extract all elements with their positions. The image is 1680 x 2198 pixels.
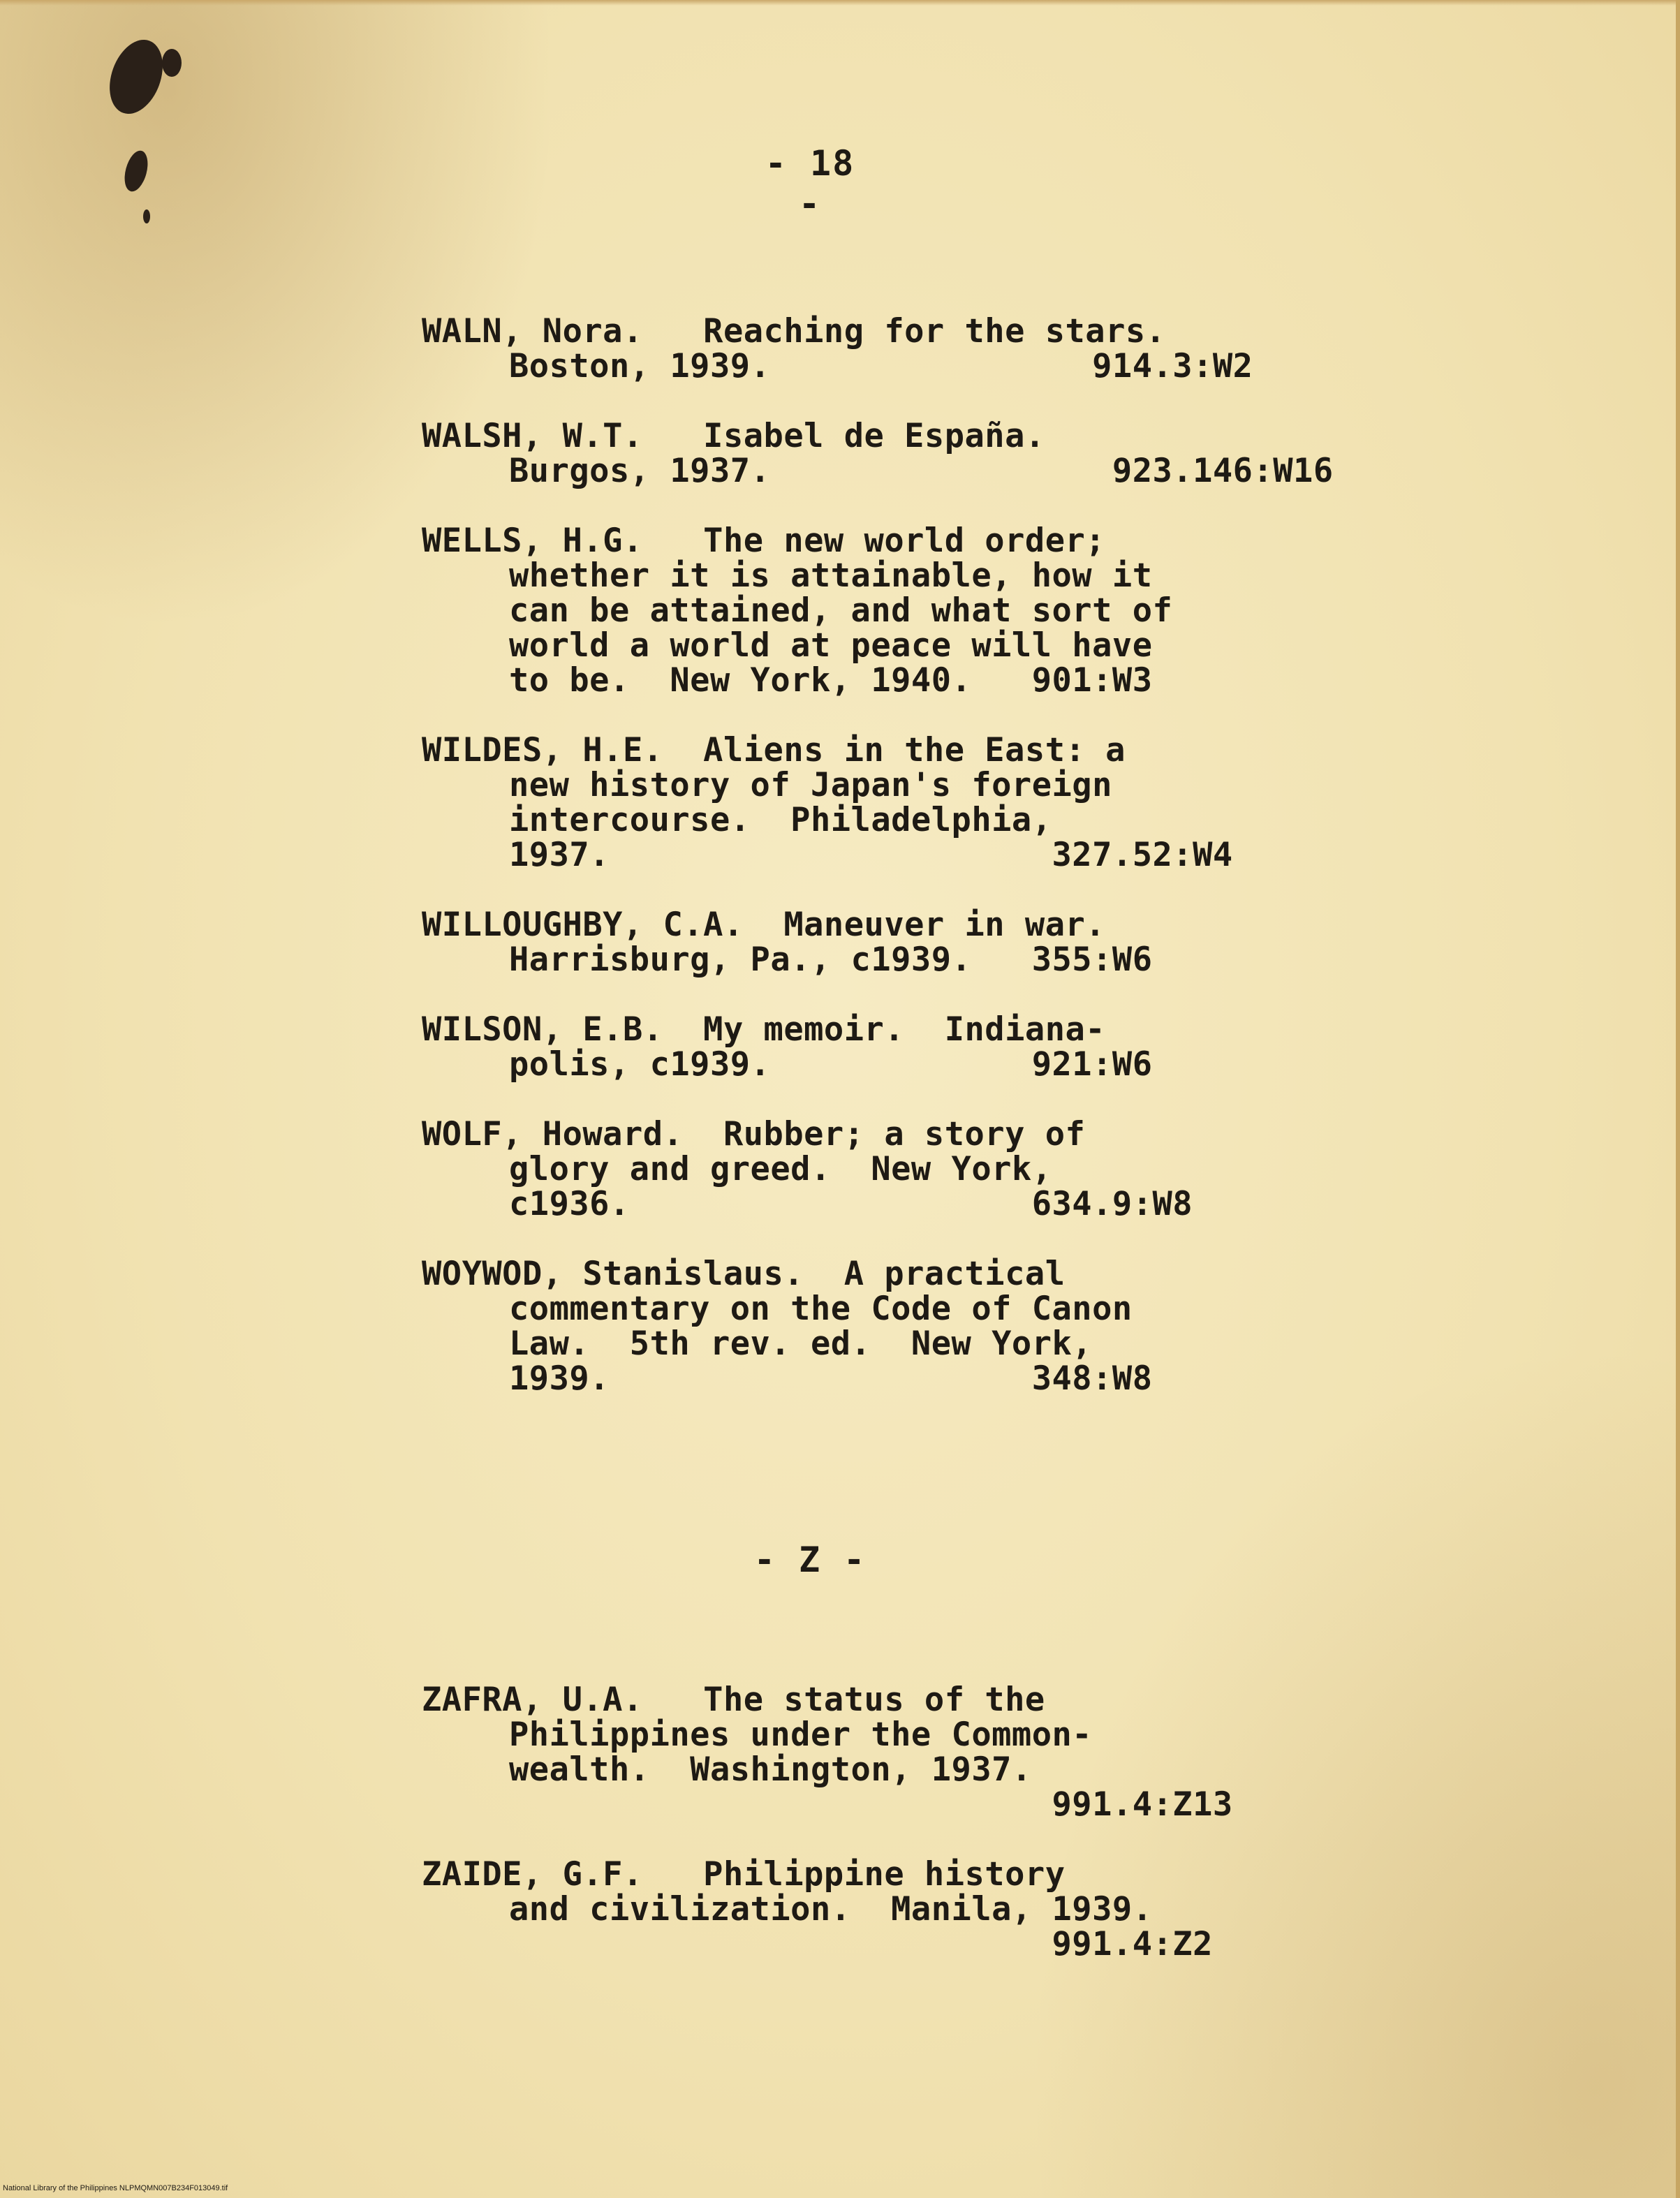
entry-line: WELLS, H.G. The new world order; bbox=[422, 522, 1106, 560]
entry-line: new history of Japan's foreign bbox=[509, 766, 1112, 804]
entry-line: 991.4:Z13 bbox=[509, 1785, 1233, 1824]
entry-line: Boston, 1939. 914.3:W2 bbox=[509, 347, 1253, 385]
bibliography-list-z bbox=[422, 1683, 1329, 1997]
bibliography-entry bbox=[422, 1117, 1329, 1222]
bibliography-entry bbox=[422, 908, 1329, 978]
entry-line: and civilization. Manila, 1939. bbox=[509, 1890, 1153, 1928]
entry-line: to be. New York, 1940. 901:W3 bbox=[509, 661, 1153, 700]
bibliography-entry bbox=[422, 1683, 1329, 1822]
page-edge-right bbox=[1676, 0, 1680, 2198]
entry-line: WILLOUGHBY, C.A. Maneuver in war. bbox=[422, 906, 1106, 944]
entry-line: 991.4:Z2 bbox=[509, 1925, 1213, 1963]
ink-stain bbox=[162, 49, 182, 77]
entry-line: Law. 5th rev. ed. New York, bbox=[509, 1325, 1093, 1363]
section-heading-z: - Z - bbox=[753, 1540, 867, 1580]
entry-line: WOLF, Howard. Rubber; a story of bbox=[422, 1115, 1086, 1153]
entry-line: polis, c1939. 921:W6 bbox=[509, 1045, 1153, 1084]
entry-line: intercourse. Philadelphia, bbox=[509, 801, 1052, 839]
page-number: - 18 - bbox=[765, 143, 855, 224]
entry-line: can be attained, and what sort of bbox=[509, 591, 1173, 630]
bibliography-entry bbox=[422, 314, 1329, 384]
entry-line: 1939. 348:W8 bbox=[509, 1359, 1153, 1398]
entry-line: WALN, Nora. Reaching for the stars. bbox=[422, 312, 1166, 351]
bibliography-entry bbox=[422, 1257, 1329, 1396]
bibliography-entry bbox=[422, 524, 1329, 698]
entry-line: Philippines under the Common- bbox=[509, 1716, 1093, 1754]
entry-line: WILDES, H.E. Aliens in the East: a bbox=[422, 731, 1126, 769]
ink-stain bbox=[100, 32, 172, 121]
entry-line: glory and greed. New York, bbox=[509, 1150, 1052, 1188]
bibliography-entry bbox=[422, 417, 1334, 490]
entry-line: WILSON, E.B. My memoir. Indiana- bbox=[422, 1010, 1106, 1049]
entry-line: whether it is attainable, how it bbox=[509, 556, 1153, 595]
scan-credit: National Library of the Philippines NLPMQMN007B234F013049.tif bbox=[3, 2184, 228, 2192]
ink-stain bbox=[121, 148, 152, 194]
entry-line: world a world at peace will have bbox=[509, 626, 1153, 665]
entry-line: ZAIDE, G.F. Philippine history bbox=[422, 1855, 1066, 1894]
entry-line: Harrisburg, Pa., c1939. 355:W6 bbox=[509, 941, 1153, 979]
bibliography-entry bbox=[422, 1012, 1329, 1082]
bibliography-entry bbox=[422, 1857, 1329, 1962]
entry-line: ZAFRA, U.A. The status of the bbox=[422, 1681, 1045, 1719]
entry-line: WOYWOD, Stanislaus. A practical bbox=[422, 1255, 1066, 1293]
bibliography-list-w bbox=[422, 312, 1334, 1431]
entry-line: Burgos, 1937. 923.146:W16 bbox=[509, 452, 1334, 490]
entry-line: 1937. 327.52:W4 bbox=[509, 836, 1233, 874]
bibliography-entry bbox=[422, 733, 1329, 873]
entry-line: wealth. Washington, 1937. bbox=[509, 1750, 1032, 1789]
entry-line: c1936. 634.9:W8 bbox=[509, 1185, 1193, 1223]
entry-line: WALSH, W.T. Isabel de España. bbox=[422, 417, 1045, 455]
entry-line: commentary on the Code of Canon bbox=[509, 1290, 1133, 1328]
page-edge-top bbox=[0, 0, 1680, 6]
ink-stain bbox=[143, 209, 150, 223]
